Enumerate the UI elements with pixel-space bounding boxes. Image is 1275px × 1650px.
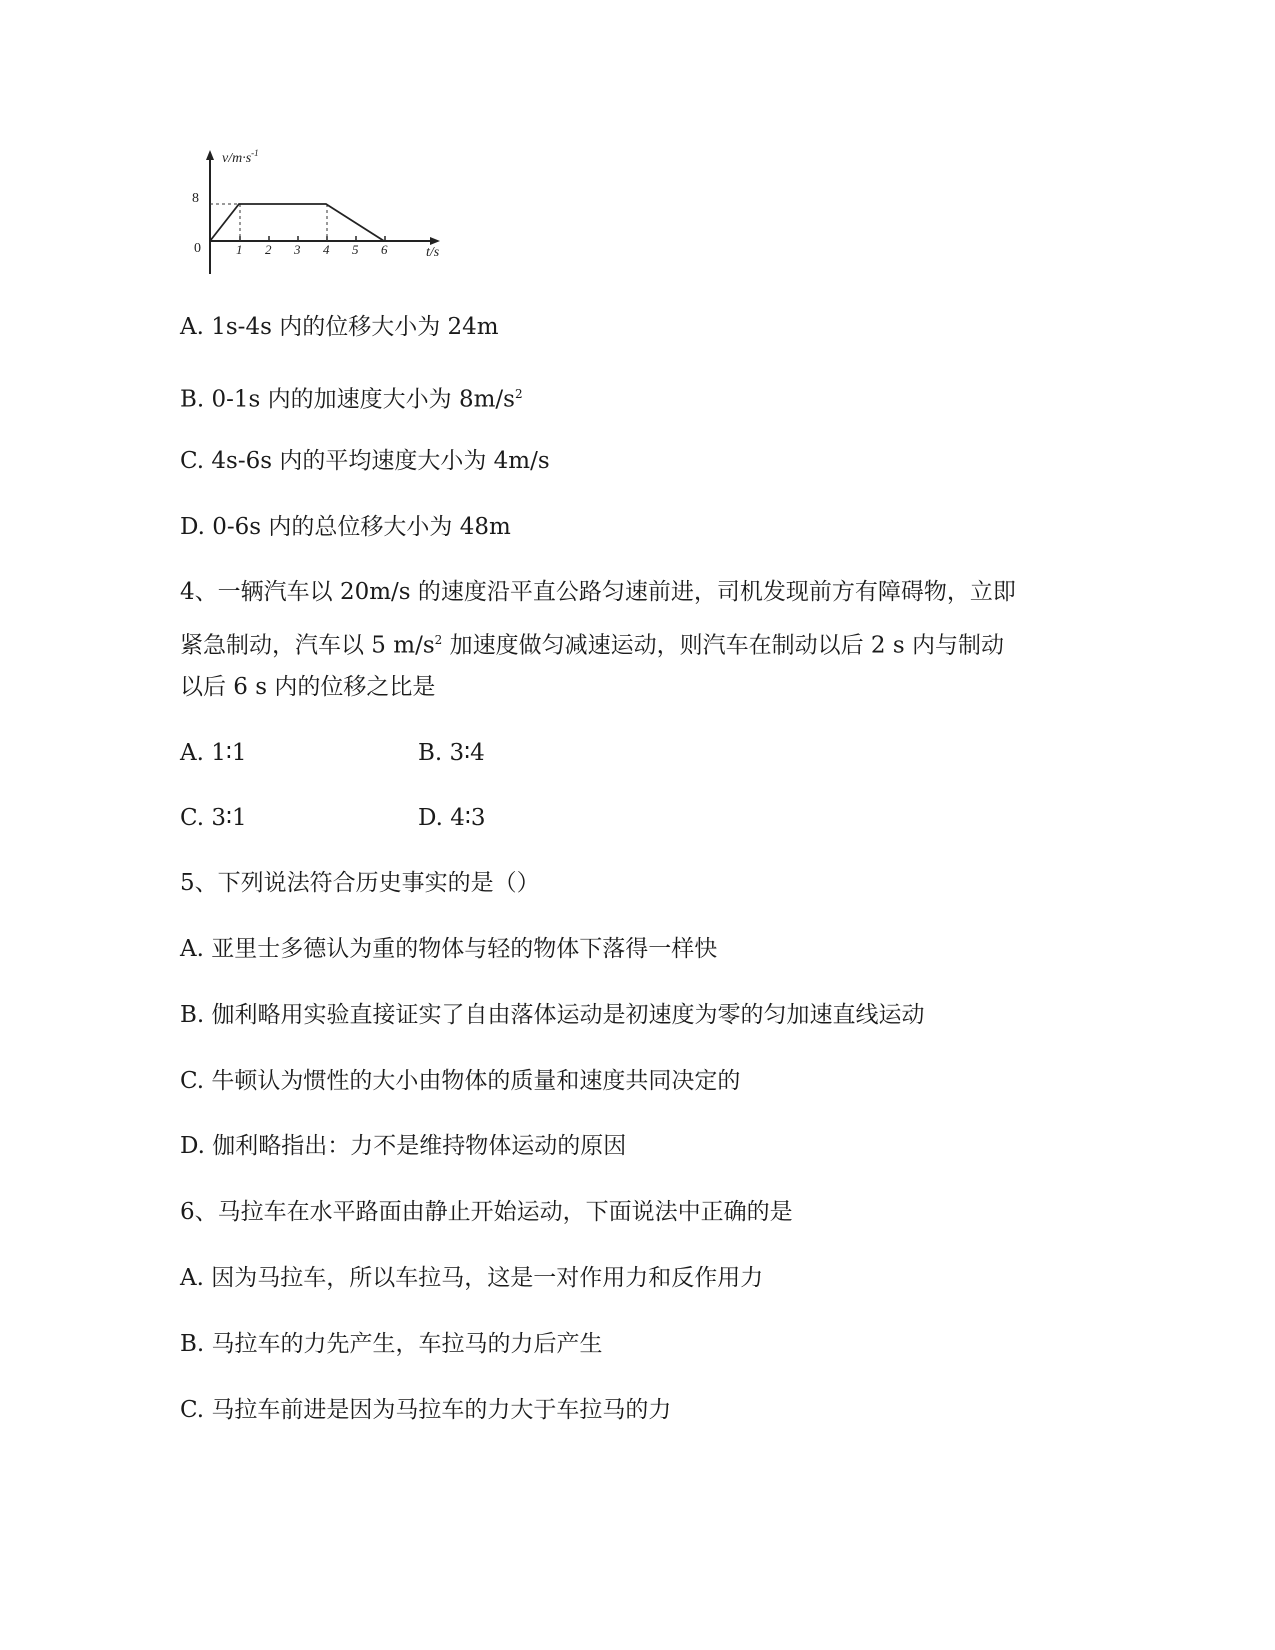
q5-option-d: D. 伽利略指出：力不是维持物体运动的原因 bbox=[180, 1133, 627, 1159]
q3-option-b-sup: 2 bbox=[514, 387, 523, 401]
q4-option-c: C. 3∶1 bbox=[180, 805, 247, 831]
q5-stem: 5、下列说法符合历史事实的是（） bbox=[180, 870, 540, 896]
x-tick-label-5: 5 bbox=[352, 242, 359, 257]
q5-option-c: C. 牛顿认为惯性的大小由物体的质量和速度共同决定的 bbox=[180, 1068, 741, 1094]
q6-option-a: A. 因为马拉车，所以车拉马，这是一对作用力和反作用力 bbox=[180, 1265, 764, 1291]
q3-option-c: C. 4s-6s 内的平均速度大小为 4m/s bbox=[180, 448, 550, 474]
q4-stem-line-1: 4、一辆汽车以 20m/s 的速度沿平直公路匀速前进，司机发现前方有障碍物，立即 bbox=[180, 579, 1016, 605]
dashed-guides bbox=[210, 204, 327, 241]
q6-stem: 6、马拉车在水平路面由静止开始运动，下面说法中正确的是 bbox=[180, 1199, 793, 1225]
q4-option-d: D. 4∶3 bbox=[418, 805, 486, 831]
y-axis-arrow bbox=[206, 150, 214, 160]
y-axis-label: $v/m\cdot s^{-1}$ bbox=[222, 148, 259, 166]
q4-stem-line-3: 以后 6 s 内的位移之比是 bbox=[180, 674, 436, 700]
x-tick-label-1: 1 bbox=[236, 242, 243, 257]
q4-stem-line-2 bbox=[180, 625, 1004, 661]
y-tick-label-8: 8 bbox=[192, 191, 199, 206]
y-tick-label-0: 0 bbox=[194, 241, 201, 256]
q4-option-b: B. 3∶4 bbox=[418, 740, 485, 766]
q3-option-b-text: B. 0-1s 内的加速度大小为 8m/s bbox=[180, 386, 515, 413]
q6-option-c: C. 马拉车前进是因为马拉车的力大于车拉马的力 bbox=[180, 1397, 672, 1423]
x-tick-label-2: 2 bbox=[265, 242, 272, 257]
x-tick-label-6: 6 bbox=[381, 242, 388, 257]
q4-stem-line-2-pre: 紧急制动，汽车以 5 m/s bbox=[180, 632, 435, 659]
q4-stem-line-2-sup: 2 bbox=[434, 633, 443, 647]
q4-option-a: A. 1∶1 bbox=[180, 740, 247, 766]
velocity-time-graph bbox=[180, 140, 470, 280]
q6-option-b: B. 马拉车的力先产生，车拉马的力后产生 bbox=[180, 1331, 603, 1357]
q5-option-b: B. 伽利略用实验直接证实了自由落体运动是初速度为零的匀加速直线运动 bbox=[180, 1002, 925, 1028]
x-tick-label-4: 4 bbox=[323, 242, 330, 257]
q3-option-a: A. 1s-4s 内的位移大小为 24m bbox=[180, 314, 499, 340]
x-axis-arrow bbox=[430, 237, 440, 245]
q5-option-a: A. 亚里士多德认为重的物体与轻的物体下落得一样快 bbox=[180, 936, 718, 962]
x-tick-label-3: 3 bbox=[294, 242, 301, 257]
q3-option-b bbox=[180, 379, 523, 415]
x-axis-label: t/s bbox=[426, 245, 440, 260]
q3-option-d: D. 0-6s 内的总位移大小为 48m bbox=[180, 514, 511, 540]
q4-stem-line-2-post: 加速度做匀减速运动，则汽车在制动以后 2 s 内与制动 bbox=[442, 632, 1004, 659]
velocity-line bbox=[210, 204, 384, 241]
